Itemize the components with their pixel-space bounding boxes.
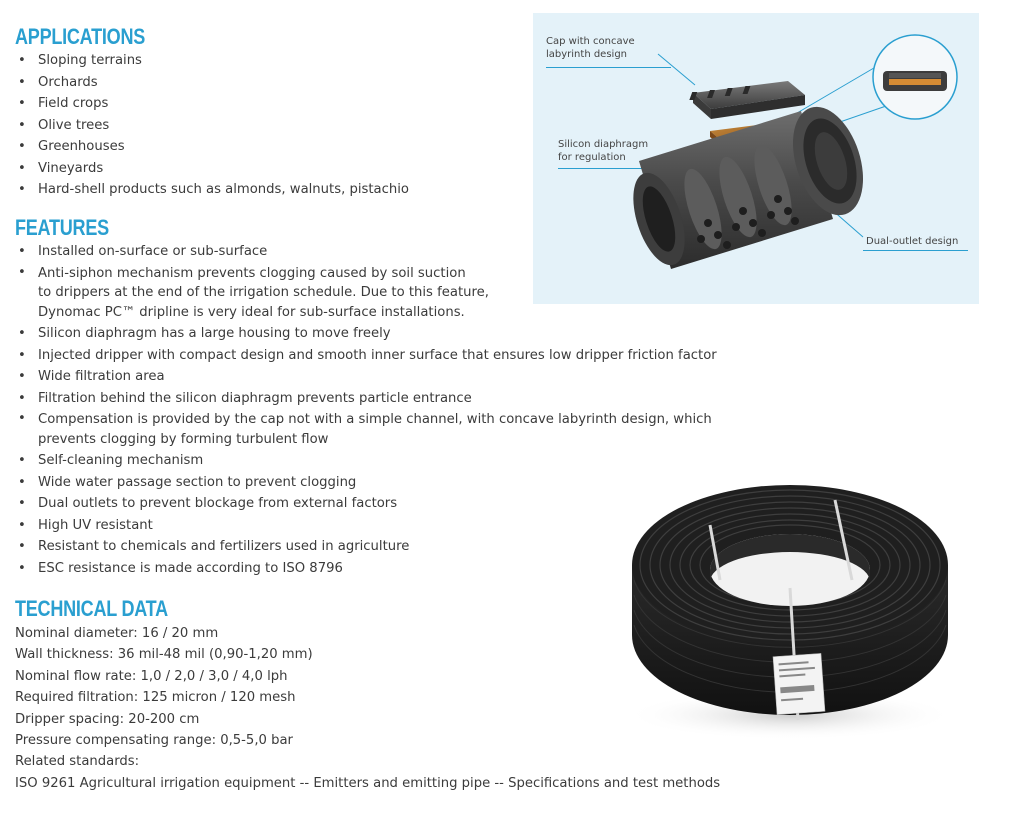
application-item: • Hard-shell products such as almonds, walnuts, pistachio	[18, 179, 409, 201]
features-heading: FEATURES	[15, 215, 109, 240]
technical-data-list	[15, 623, 720, 794]
feature-item-line: • Wide water passage section to prevent clogging	[38, 474, 357, 490]
feature-item	[18, 472, 717, 494]
technical-data-heading: TECHNICAL DATA	[15, 596, 168, 621]
dripline-coil-image	[620, 470, 960, 740]
application-item: • Vineyards	[18, 158, 409, 180]
feature-item-line: to drippers at the end of the irrigation schedule. Due to this feature,	[38, 285, 489, 300]
application-item: • Orchards	[18, 72, 409, 94]
feature-item-line: prevents clogging by forming turbulent flow	[38, 431, 329, 447]
feature-item-line: • Anti-siphon mechanism prevents clogging caused by soil suction	[38, 265, 466, 281]
callout-cap-line-2: labyrinth design	[546, 49, 628, 60]
feature-item	[18, 558, 717, 580]
feature-item-line: • Injected dripper with compact design and smooth inner surface that ensures low dripper friction factor	[38, 347, 717, 363]
zoom-detail	[873, 35, 957, 119]
feature-item	[18, 323, 717, 345]
feature-item	[18, 493, 717, 515]
technical-data-line: Wall thickness: 36 mil-48 mil (0,90-1,20 mm)	[15, 647, 313, 663]
feature-item	[18, 345, 717, 367]
feature-item-line: • Filtration behind the silicon diaphragm prevents particle entrance	[38, 390, 472, 406]
feature-item-line: • Wide filtration area	[38, 369, 165, 384]
callout-diaphragm-line-2: for regulation	[558, 152, 626, 163]
application-item: • Greenhouses	[18, 136, 409, 158]
feature-item-line: • Self-cleaning mechanism	[38, 453, 204, 468]
dripper-illustration	[533, 13, 979, 304]
technical-data-line: ISO 9261 Agricultural irrigation equipment -- Emitters and emitting pipe -- Specifications and test methods	[15, 775, 721, 791]
technical-data-line: Required filtration: 125 micron / 120 mesh	[15, 690, 296, 706]
feature-item	[18, 450, 717, 472]
dripper-body	[623, 98, 875, 272]
feature-item-line: • ESC resistance is made according to ISO 8796	[38, 560, 343, 576]
feature-item-line: • Resistant to chemicals and fertilizers used in agriculture	[38, 539, 410, 554]
feature-item	[18, 388, 717, 410]
applications-heading: APPLICATIONS	[15, 24, 146, 49]
technical-data-line: Related standards:	[15, 754, 140, 770]
feature-item	[18, 409, 717, 450]
application-item: • Sloping terrains	[18, 50, 409, 72]
technical-data-line: Dripper spacing: 20-200 cm	[15, 711, 200, 727]
technical-data-line: Nominal diameter: 16 / 20 mm	[15, 626, 219, 641]
cap-part	[689, 81, 805, 119]
feature-item	[18, 366, 717, 388]
callout-outlet: Dual-outlet design	[866, 236, 959, 247]
feature-item-line: • High UV resistant	[38, 517, 153, 533]
technical-data-line: Nominal flow rate: 1,0 / 2,0 / 3,0 / 4,0 lph	[15, 668, 288, 684]
feature-item	[18, 515, 717, 537]
applications-list	[18, 50, 409, 201]
feature-item-line: • Dual outlets to prevent blockage from external factors	[38, 496, 398, 511]
application-item: • Olive trees	[18, 115, 409, 137]
dripper-diagram	[533, 13, 979, 304]
feature-item-line: Dynomac PC™ dripline is very ideal for sub-surface installations.	[38, 304, 465, 320]
cap-pointer	[658, 54, 695, 85]
feature-item	[18, 536, 717, 558]
callout-cap-line-1: Cap with concave	[546, 36, 635, 47]
application-item: • Field crops	[18, 93, 409, 115]
feature-item-line: • Compensation is provided by the cap not with a simple channel, with concave labyrinth design, which	[38, 412, 712, 427]
technical-data-line: Pressure compensating range: 0,5-5,0 bar	[15, 733, 293, 749]
feature-item-line: • Silicon diaphragm has a large housing to move freely	[38, 326, 391, 341]
callout-diaphragm-line-1: Silicon diaphragm	[558, 139, 649, 150]
feature-item-line: • Installed on-surface or sub-surface	[38, 244, 268, 259]
